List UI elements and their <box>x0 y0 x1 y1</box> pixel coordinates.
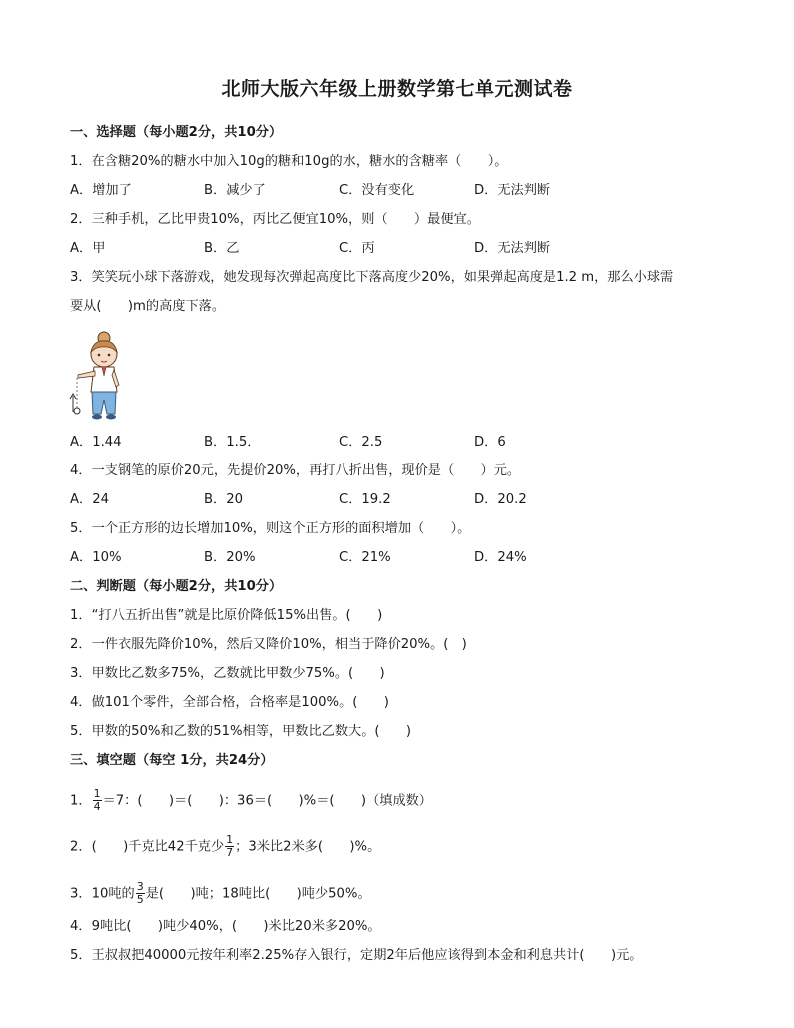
choice-q3-stem-line1: 3．笑笑玩小球下落游戏，她发现每次弹起高度比下落高度少20%，如果弹起高度是1.2 m，那么小球需 <box>70 270 674 285</box>
section-heading-choice: 一、选择题（每小题2分，共10分） <box>70 125 283 140</box>
fraction <box>225 834 234 859</box>
judge-q2: 2．一件衣服先降价10%，然后又降价10%，相当于降价20%。( ) <box>70 637 467 652</box>
girl-dropping-ball-illustration <box>64 330 134 425</box>
fill-q1 <box>70 788 432 813</box>
judge-q1: 1．“打八五折出售”就是比原价降低15%出售。( ) <box>70 608 383 623</box>
fraction-numerator: 1 <box>226 833 234 846</box>
choice-q1-option-c: C．没有变化 <box>339 183 415 198</box>
fill-q1-prefix: 1． <box>70 793 92 809</box>
section-heading-judge: 二、判断题（每小题2分，共10分） <box>70 579 283 594</box>
choice-q4-stem: 4．一支钢笔的原价20元，先提价20%，再打八折出售，现价是（ ）元。 <box>70 463 521 478</box>
choice-q5-option-b: B．20% <box>204 550 256 565</box>
page-title: 北师大版六年级上册数学第七单元测试卷 <box>221 78 573 100</box>
choice-q1-option-a: A．增加了 <box>70 183 132 198</box>
choice-q5-option-c: C．21% <box>339 550 391 565</box>
section-heading-fill: 三、填空题（每空 1分，共24分） <box>70 753 274 768</box>
choice-q2-option-d: D．无法判断 <box>474 241 551 256</box>
fill-q3 <box>70 881 371 906</box>
girl-illustration-icon <box>64 330 134 425</box>
choice-q3-option-a: A．1.44 <box>70 435 122 450</box>
choice-q3-option-c: C．2.5 <box>339 435 383 450</box>
fill-q3-prefix: 3．10吨的 <box>70 886 135 902</box>
choice-q5-option-d: D．24% <box>474 550 527 565</box>
choice-q4-option-b: B．20 <box>204 492 244 507</box>
fill-q2-suffix: ；3米比2米多( )%。 <box>235 839 381 855</box>
choice-q5-option-a: A．10% <box>70 550 122 565</box>
choice-q3-stem-line2: 要从( )m的高度下落。 <box>70 299 226 314</box>
choice-q2-stem: 2．三种手机，乙比甲贵10%，丙比乙便宜10%，则（ ）最便宜。 <box>70 212 480 227</box>
choice-q1-option-d: D．无法判断 <box>474 183 551 198</box>
fill-q5: 5．王叔叔把40000元按年利率2.25%存入银行，定期2年后他应该得到本金和利息共计( )元。 <box>70 948 643 963</box>
fill-q1-suffix: ＝7：( )＝( )：36＝( )%＝( )（填成数） <box>102 793 432 809</box>
fill-q2-prefix: 2．( )千克比42千克少 <box>70 839 225 855</box>
fraction-numerator: 3 <box>136 880 144 893</box>
fill-q3-suffix: 是( )吨；18吨比( )吨少50%。 <box>145 886 371 902</box>
fraction-numerator: 1 <box>93 787 101 800</box>
choice-q2-option-b: B．乙 <box>204 241 240 256</box>
choice-q2-option-a: A．甲 <box>70 241 106 256</box>
choice-q3-option-d: D．6 <box>474 435 506 450</box>
choice-q4-option-d: D．20.2 <box>474 492 527 507</box>
choice-q1-option-b: B．减少了 <box>204 183 266 198</box>
choice-q5-stem: 5．一个正方形的边长增加10%，则这个正方形的面积增加（ ）。 <box>70 521 471 536</box>
choice-q1-stem: 1．在含糖20%的糖水中加入10g的糖和10g的水，糖水的含糖率（ ）。 <box>70 154 508 169</box>
fill-q4: 4．9吨比( )吨少40%，( )米比20米多20%。 <box>70 919 381 934</box>
fraction <box>93 788 102 813</box>
choice-q3-option-b: B．1.5． <box>204 435 261 450</box>
judge-q5: 5．甲数的50%和乙数的51%相等，甲数比乙数大。( ) <box>70 724 412 739</box>
fraction-denominator: 5 <box>136 893 144 906</box>
choice-q4-option-a: A．24 <box>70 492 109 507</box>
fraction-denominator: 4 <box>93 800 101 813</box>
fill-q2 <box>70 834 380 859</box>
judge-q4: 4．做101个零件，全部合格，合格率是100%。( ) <box>70 695 389 710</box>
choice-q4-option-c: C．19.2 <box>339 492 391 507</box>
fraction <box>136 881 145 906</box>
choice-q2-option-c: C．丙 <box>339 241 375 256</box>
fraction-denominator: 7 <box>226 846 234 859</box>
judge-q3: 3．甲数比乙数多75%，乙数就比甲数少75%。( ) <box>70 666 385 681</box>
